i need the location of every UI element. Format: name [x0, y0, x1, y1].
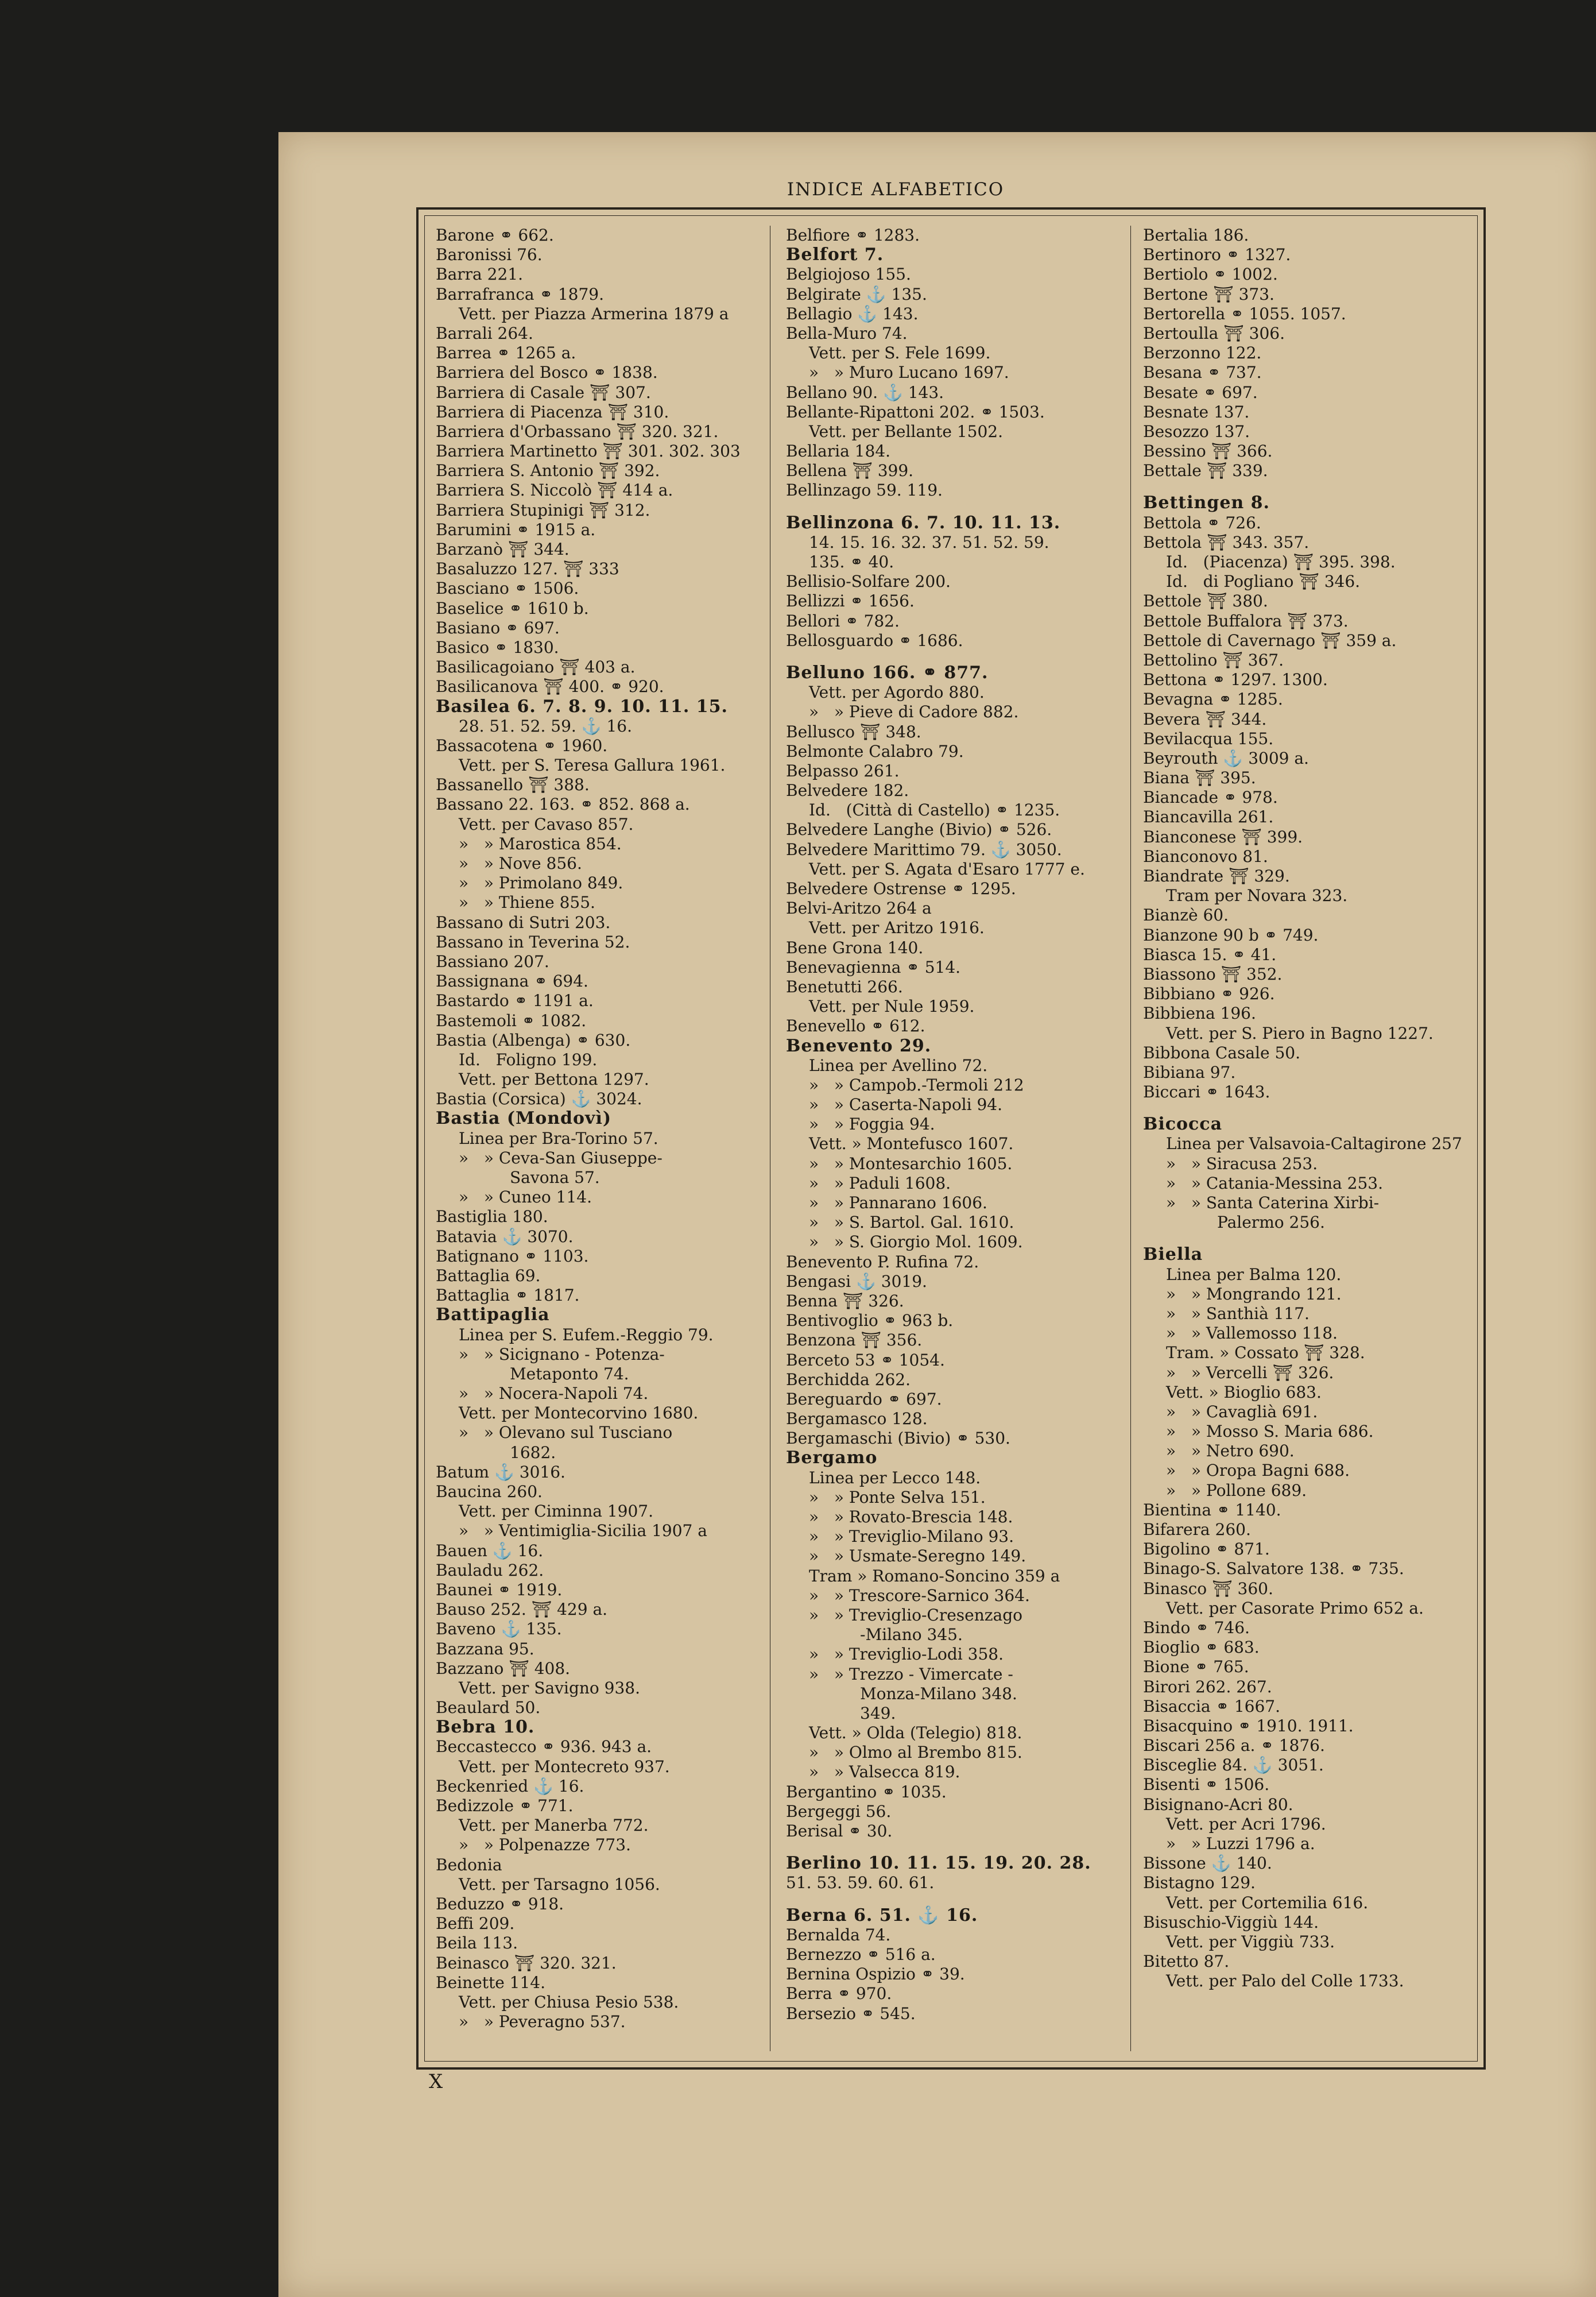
index-entry: Bevagna ⚭ 1285. — [1143, 690, 1283, 709]
index-heading-entry: Bergamo — [786, 1448, 878, 1468]
index-entry: Bibbiena 196. — [1143, 1004, 1256, 1023]
index-heading-entry: Bellinzona 6. 7. 10. 11. 13. — [786, 512, 1061, 533]
index-entry: Bergantino ⚭ 1035. — [786, 1782, 947, 1801]
index-entry: Vett. per S. Agata d'Esaro 1777 e. — [809, 859, 1085, 879]
index-entry: Bellena ⛩ 399. — [786, 461, 914, 481]
index-entry: Belvedere Langhe (Bivio) ⚭ 526. — [786, 820, 1052, 840]
index-entry: Id. Foligno 199. — [459, 1050, 598, 1069]
index-entry: Vett. per Cortemilia 616. — [1166, 1893, 1369, 1912]
index-entry: » » Ponte Selva 151. — [809, 1487, 986, 1507]
index-entry: Beduzzo ⚭ 918. — [436, 1894, 564, 1913]
index-entry: Bettola ⛩ 343. 357. — [1143, 532, 1310, 552]
index-entry: Tram per Novara 323. — [1166, 886, 1348, 906]
index-heading-entry: Belluno 166. ⚭ 877. — [786, 662, 989, 683]
index-entry: Beyrouth ⚓ 3009 a. — [1143, 748, 1309, 768]
index-entry: Binasco ⛩ 360. — [1143, 1579, 1273, 1598]
index-entry: Belmonte Calabro 79. — [786, 741, 964, 761]
index-entry: Besozzo 137. — [1143, 421, 1250, 441]
index-entry: Benevento P. Rufina 72. — [786, 1252, 979, 1271]
index-heading-entry: Bastia (Mondovì) — [436, 1108, 612, 1129]
index-entry: Bisuschio-Viggiù 144. — [1143, 1912, 1319, 1932]
index-entry: Bifarera 260. — [1143, 1520, 1251, 1539]
index-entry: » » Mongrando 121. — [1166, 1284, 1342, 1304]
index-entry: Bientina ⚭ 1140. — [1143, 1500, 1281, 1519]
index-entry: Tram » Romano-Soncino 359 a — [809, 1566, 1060, 1586]
index-entry: Bione ⚭ 765. — [1143, 1657, 1249, 1677]
index-heading-entry: Battipaglia — [436, 1305, 550, 1325]
index-entry: Barriera Martinetto ⛩ 301. 302. 303 — [436, 442, 741, 461]
index-heading-entry: Bicocca — [1143, 1114, 1223, 1135]
index-entry: Bazzano ⛩ 408. — [436, 1658, 571, 1678]
index-entry: » » Nove 856. — [459, 854, 582, 873]
index-entry: Barriera di Casale ⛩ 307. — [436, 382, 651, 402]
index-entry: Bettole Buffalora ⛩ 373. — [1143, 611, 1349, 631]
index-entry: Bastia (Albenga) ⚭ 630. — [436, 1030, 631, 1050]
index-entry: Bianconovo 81. — [1143, 846, 1268, 866]
index-entry: Belgirate ⚓ 135. — [786, 284, 927, 304]
index-entry: Barra 221. — [436, 265, 523, 284]
index-entry: Bauso 252. ⛩ 429 a. — [436, 1600, 608, 1619]
index-entry: Bernina Ospizio ⚭ 39. — [786, 1965, 965, 1984]
index-entry: Bettale ⛩ 339. — [1143, 461, 1268, 481]
index-entry: Bettole di Cavernago ⛩ 359 a. — [1143, 631, 1397, 650]
index-entry: Linea per Lecco 148. — [809, 1468, 981, 1487]
index-entry: Monza-Milano 348. — [809, 1684, 1017, 1703]
index-entry: Bitetto 87. — [1143, 1952, 1230, 1971]
index-entry: Bertone ⛩ 373. — [1143, 284, 1275, 304]
index-entry: » » Oropa Bagni 688. — [1166, 1461, 1350, 1480]
index-entry: » » Treviglio-Lodi 358. — [809, 1645, 1004, 1664]
index-entry: -Milano 345. — [809, 1625, 963, 1645]
index-entry: » » Valsecca 819. — [809, 1762, 960, 1782]
index-entry: Barrafranca ⚭ 1879. — [436, 284, 605, 304]
index-entry: Bevera ⛩ 344. — [1143, 709, 1267, 729]
index-entry: Batignano ⚭ 1103. — [436, 1246, 589, 1266]
index-entry: Bauen ⚓ 16. — [436, 1541, 544, 1560]
index-entry: Biandrate ⛩ 329. — [1143, 867, 1290, 885]
index-entry: Palermo 256. — [1166, 1213, 1325, 1232]
index-entry: Vett. per Aritzo 1916. — [809, 918, 985, 938]
index-entry: Vett. » Bioglio 683. — [1166, 1382, 1322, 1402]
index-entry: Bastia (Corsica) ⚓ 3024. — [436, 1089, 642, 1109]
index-entry: Barriera del Bosco ⚭ 1838. — [436, 363, 658, 382]
index-entry: Basico ⚭ 1830. — [436, 637, 559, 657]
index-entry: Biccari ⚭ 1643. — [1143, 1082, 1270, 1102]
index-heading-entry: Berna 6. 51. ⚓ 16. — [786, 1905, 978, 1925]
index-entry: Bassiano 207. — [436, 952, 549, 971]
index-entry: Biasca 15. ⚭ 41. — [1143, 945, 1277, 964]
index-entry: Basilicanova ⛩ 400. ⚭ 920. — [436, 677, 664, 697]
index-entry: Bastiglia 180. — [436, 1207, 548, 1227]
index-entry: Vett. per Manerba 772. — [459, 1816, 649, 1835]
index-entry: » » Pieve di Cadore 882. — [809, 702, 1019, 722]
index-entry: Berra ⚭ 970. — [786, 1984, 892, 2004]
index-entry: » » Foggia 94. — [809, 1115, 935, 1134]
index-entry: Bassignana ⚭ 694. — [436, 972, 588, 991]
index-entry: Bereguardo ⚭ 697. — [786, 1389, 942, 1409]
index-entry: Bedizzole ⚭ 771. — [436, 1796, 574, 1815]
index-entry: Battaglia 69. — [436, 1266, 541, 1285]
index-entry: » » Vallemosso 118. — [1166, 1324, 1338, 1343]
index-entry: Bergamaschi (Bivio) ⚭ 530. — [786, 1429, 1010, 1448]
index-entry: Biancade ⚭ 978. — [1143, 788, 1278, 807]
index-entry: » » Santa Caterina Xirbi- — [1166, 1193, 1380, 1212]
index-entry: » » Pannarano 1606. — [809, 1193, 987, 1212]
index-entry: Basaluzzo 127. ⛩ 333 — [436, 559, 619, 579]
index-entry: 135. ⚭ 40. — [809, 552, 894, 571]
index-entry: Belvedere Marittimo 79. ⚓ 3050. — [786, 840, 1062, 859]
index-entry: » » Siracusa 253. — [1166, 1154, 1318, 1173]
index-entry: » » Rovato-Brescia 148. — [809, 1507, 1013, 1526]
index-entry: Beila 113. — [436, 1933, 518, 1953]
index-entry: » » Treviglio-Milano 93. — [809, 1527, 1014, 1546]
index-entry: » » Paduli 1608. — [809, 1173, 951, 1193]
index-entry: Barrea ⚭ 1265 a. — [436, 343, 576, 363]
index-entry: Vett. per Piazza Armerina 1879 a — [459, 304, 729, 323]
index-entry: Id. (Piacenza) ⛩ 395. 398. — [1166, 552, 1396, 571]
index-entry: » » Cavaglià 691. — [1166, 1402, 1318, 1421]
index-entry: Bianzone 90 b ⚭ 749. — [1143, 925, 1319, 945]
index-entry: » » Sicignano - Potenza- — [459, 1344, 665, 1364]
index-entry: Berchidda 262. — [786, 1370, 911, 1389]
index-entry: Bassano in Teverina 52. — [436, 932, 630, 952]
index-entry: Bisaccia ⚭ 1667. — [1143, 1696, 1281, 1716]
column-rule — [1130, 226, 1131, 2051]
index-entry: Bibbona Casale 50. — [1143, 1043, 1300, 1062]
index-entry: Baunei ⚭ 1919. — [436, 1580, 563, 1599]
index-entry: » » Usmate-Seregno 149. — [809, 1546, 1026, 1566]
index-entry: Basiano ⚭ 697. — [436, 618, 560, 637]
book-page — [278, 132, 1596, 2297]
index-entry: Bettona ⚭ 1297. 1300. — [1143, 670, 1328, 690]
index-entry: Barone ⚭ 662. — [436, 226, 554, 245]
index-entry: Barumini ⚭ 1915 a. — [436, 520, 596, 539]
index-entry: » » Polpenazze 773. — [459, 1835, 631, 1855]
index-entry: » » Thiene 855. — [459, 893, 595, 912]
index-entry: Vett. » Olda (Telegio) 818. — [809, 1723, 1022, 1743]
index-entry: Beinette 114. — [436, 1973, 546, 1992]
index-entry: Bellori ⚭ 782. — [786, 611, 900, 631]
index-entry: Bassanello ⛩ 388. — [436, 775, 590, 795]
index-entry: Barriera di Piacenza ⛩ 310. — [436, 402, 669, 421]
index-entry: Barriera S. Antonio ⛩ 392. — [436, 461, 660, 481]
index-entry: Bettolino ⛩ 367. — [1143, 650, 1284, 670]
index-entry: » » Marostica 854. — [459, 834, 622, 853]
index-entry: Tram. » Cossato ⛩ 328. — [1166, 1343, 1365, 1363]
index-entry: Batum ⚓ 3016. — [436, 1462, 565, 1482]
index-entry: Bertorella ⚭ 1055. 1057. — [1143, 304, 1346, 323]
index-entry: Bellizzi ⚭ 1656. — [786, 591, 915, 611]
index-entry: Bisenti ⚭ 1506. — [1143, 1775, 1270, 1795]
index-entry: Belvi-Aritzo 264 a — [786, 899, 932, 918]
index-entry: » » Mosso S. Maria 686. — [1166, 1422, 1374, 1441]
index-entry: Bassano di Sutri 203. — [436, 912, 611, 932]
index-entry: Vett. per Agordo 880. — [809, 683, 985, 702]
index-entry: Bessino ⛩ 366. — [1143, 442, 1273, 461]
index-entry: Bassano 22. 163. ⚭ 852. 868 a. — [436, 795, 690, 814]
index-entry: Bellagio ⚓ 143. — [786, 304, 919, 323]
index-entry: Vett. per Chiusa Pesio 538. — [459, 1992, 679, 2012]
index-entry: Bergamasco 128. — [786, 1409, 928, 1429]
index-entry: Bastemoli ⚭ 1082. — [436, 1011, 587, 1030]
index-column-2 — [786, 226, 1125, 2024]
index-entry: Biscari 256 a. ⚭ 1876. — [1143, 1736, 1325, 1755]
index-entry: Bentivoglio ⚭ 963 b. — [786, 1311, 954, 1331]
index-entry: Baronissi 76. — [436, 245, 543, 265]
index-entry: Linea per Valsavoia-Caltagirone 257 — [1166, 1134, 1462, 1154]
index-entry: Bertinoro ⚭ 1327. — [1143, 245, 1291, 265]
index-entry: Benevagienna ⚭ 514. — [786, 957, 961, 977]
index-entry: Beccastecco ⚭ 936. 943 a. — [436, 1737, 652, 1757]
index-entry: Bisacquino ⚭ 1910. 1911. — [1143, 1716, 1354, 1735]
index-entry: » » Nocera-Napoli 74. — [459, 1384, 649, 1403]
index-entry: Bernalda 74. — [786, 1925, 891, 1944]
index-entry: Bianzè 60. — [1143, 906, 1229, 925]
index-entry: Basilicagoiano ⛩ 403 a. — [436, 658, 636, 677]
index-entry: Bioglio ⚭ 683. — [1143, 1638, 1260, 1657]
index-entry: Bazzana 95. — [436, 1639, 534, 1658]
index-entry: Vett. per S. Teresa Gallura 1961. — [459, 756, 726, 775]
index-entry: » » Ceva-San Giuseppe- — [459, 1148, 663, 1167]
index-entry: Benetutti 266. — [786, 977, 903, 996]
index-entry: » » Pollone 689. — [1166, 1480, 1307, 1500]
index-entry: Besate ⚭ 697. — [1143, 382, 1258, 402]
index-entry: Bastardo ⚭ 1191 a. — [436, 991, 594, 1011]
index-entry: Linea per Balma 120. — [1166, 1264, 1342, 1284]
index-entry: » » Montesarchio 1605. — [809, 1154, 1013, 1173]
index-entry: Vett. per Cavaso 857. — [459, 814, 634, 834]
index-entry: Barrali 264. — [436, 323, 533, 343]
index-entry: Bengasi ⚓ 3019. — [786, 1271, 927, 1291]
index-entry: Vett. per Palo del Colle 1733. — [1166, 1971, 1404, 1991]
index-entry: » » Caserta-Napoli 94. — [809, 1095, 1003, 1115]
index-entry: Vett. per Tarsagno 1056. — [459, 1874, 660, 1894]
index-entry: Bertiolo ⚭ 1002. — [1143, 265, 1278, 284]
index-entry: Besana ⚭ 737. — [1143, 363, 1262, 382]
index-entry: Vett. per Savigno 938. — [459, 1678, 641, 1697]
index-entry: Biancavilla 261. — [1143, 807, 1274, 827]
index-entry: Biassono ⛩ 352. — [1143, 964, 1283, 984]
index-entry: Baselice ⚭ 1610 b. — [436, 598, 589, 618]
index-entry: » » Trescore-Sarnico 364. — [809, 1586, 1030, 1605]
index-entry: Bettola ⚭ 726. — [1143, 513, 1261, 532]
index-entry: Beckenried ⚓ 16. — [436, 1776, 584, 1796]
index-entry: Berceto 53 ⚭ 1054. — [786, 1350, 945, 1370]
index-entry: Barriera Stupinigi ⛩ 312. — [436, 500, 650, 520]
index-entry: » » Olmo al Brembo 815. — [809, 1743, 1022, 1762]
index-entry: Vett. per S. Piero in Bagno 1227. — [1166, 1023, 1434, 1043]
index-entry: » » Peveragno 537. — [459, 2012, 626, 2032]
index-entry: Bellisio-Solfare 200. — [786, 572, 951, 591]
index-entry: Benzona ⛩ 356. — [786, 1331, 923, 1350]
index-entry: » » Campob.-Termoli 212 — [809, 1075, 1024, 1095]
index-entry: Bindo ⚭ 746. — [1143, 1618, 1250, 1637]
index-heading-entry: Belfort 7. — [786, 245, 884, 265]
index-entry: 1682. — [459, 1443, 556, 1462]
index-entry: Bassacotena ⚭ 1960. — [436, 736, 608, 755]
index-entry: Id. di Pogliano ⛩ 346. — [1166, 572, 1361, 591]
index-entry: 14. 15. 16. 32. 37. 51. 52. 59. — [809, 532, 1049, 552]
index-entry: Bellano 90. ⚓ 143. — [786, 382, 944, 402]
index-heading-entry: Bebra 10. — [436, 1717, 535, 1738]
index-entry: » » Vercelli ⛩ 326. — [1166, 1363, 1334, 1382]
index-entry: Linea per S. Eufem.-Reggio 79. — [459, 1325, 714, 1344]
index-entry: Belvedere Ostrense ⚭ 1295. — [786, 879, 1016, 898]
index-entry: Bedonia — [436, 1855, 502, 1874]
index-entry: Bisignano-Acri 80. — [1143, 1795, 1293, 1814]
index-entry: Battaglia ⚭ 1817. — [436, 1286, 580, 1305]
index-entry: Bella-Muro 74. — [786, 323, 908, 343]
index-entry: Binago-S. Salvatore 138. ⚭ 735. — [1143, 1559, 1404, 1579]
index-entry: Bene Grona 140. — [786, 938, 924, 957]
index-entry: Bertoulla ⛩ 306. — [1143, 323, 1285, 343]
index-entry: Beinasco ⛩ 320. 321. — [436, 1953, 617, 1973]
index-heading-entry: Biella — [1143, 1244, 1203, 1265]
index-entry: Berisal ⚭ 30. — [786, 1822, 893, 1840]
index-entry: Batavia ⚓ 3070. — [436, 1227, 574, 1246]
index-entry: Id. (Città di Castello) ⚭ 1235. — [809, 801, 1060, 820]
index-entry: Berzonno 122. — [1143, 343, 1262, 363]
index-entry: » » S. Bartol. Gal. 1610. — [809, 1213, 1014, 1232]
index-entry: Bissone ⚓ 140. — [1143, 1854, 1272, 1873]
index-entry: Belvedere 182. — [786, 781, 909, 801]
index-column-3 — [1143, 226, 1476, 1991]
index-entry: Bellante-Ripattoni 202. ⚭ 1503. — [786, 402, 1045, 421]
index-entry: Bigolino ⚭ 871. — [1143, 1540, 1270, 1559]
index-entry: Bersezio ⚭ 545. — [786, 2004, 916, 2023]
index-entry: Bergeggi 56. — [786, 1801, 892, 1821]
index-entry: Bellosguardo ⚭ 1686. — [786, 631, 963, 650]
index-entry: Vett. per Nule 1959. — [809, 997, 975, 1016]
index-entry: Vett. per Montecreto 937. — [459, 1757, 670, 1776]
index-entry: Metaponto 74. — [459, 1364, 629, 1383]
index-entry: Bianconese ⛩ 399. — [1143, 827, 1303, 846]
index-entry: » » Ventimiglia-Sicilia 1907 a — [459, 1521, 707, 1541]
index-heading-entry: Berlino 10. 11. 15. 19. 20. 28. — [786, 1853, 1091, 1874]
index-entry: Bettole ⛩ 380. — [1143, 591, 1268, 611]
index-entry: Basciano ⚭ 1506. — [436, 579, 579, 598]
index-entry: Belpasso 261. — [786, 761, 900, 780]
index-entry: Beffi 209. — [436, 1914, 515, 1933]
index-entry: Vett. per Viggiù 733. — [1166, 1932, 1335, 1951]
page-header: INDICE ALFABETICO — [787, 179, 1005, 200]
index-entry: Linea per Avellino 72. — [809, 1055, 988, 1075]
index-entry: Barriera S. Niccolò ⛩ 414 a. — [436, 481, 673, 500]
index-entry: Vett. » Montefusco 1607. — [809, 1134, 1014, 1154]
index-entry: » » Cuneo 114. — [459, 1188, 592, 1207]
index-entry: 349. — [809, 1703, 896, 1723]
index-entry: Birori 262. 267. — [1143, 1677, 1272, 1696]
index-entry: » » Muro Lucano 1697. — [809, 363, 1009, 382]
index-column-1 — [436, 226, 766, 2032]
page-folio: X — [429, 2070, 443, 2093]
index-entry: Beaulard 50. — [436, 1698, 541, 1718]
index-entry: Vett. per Bellante 1502. — [809, 421, 1003, 441]
index-entry: Bauladu 262. — [436, 1560, 544, 1580]
index-entry: Vett. per Acri 1796. — [1166, 1814, 1326, 1834]
index-entry: Baucina 260. — [436, 1482, 543, 1501]
index-entry: Baveno ⚓ 135. — [436, 1619, 562, 1639]
index-entry: Bibiana 97. — [1143, 1062, 1236, 1082]
index-entry: Belfiore ⚭ 1283. — [786, 226, 920, 245]
index-entry: » » Netro 690. — [1166, 1441, 1295, 1461]
index-heading-entry: Benevento 29. — [786, 1035, 932, 1056]
index-entry: » » Luzzi 1796 a. — [1166, 1834, 1315, 1853]
index-heading-entry: Basilea 6. 7. 8. 9. 10. 11. 15. — [436, 696, 728, 717]
index-entry: Bevilacqua 155. — [1143, 729, 1274, 748]
index-entry: Linea per Bra-Torino 57. — [459, 1128, 658, 1148]
index-entry: Bernezzo ⚭ 516 a. — [786, 1944, 936, 1964]
index-entry: Vett. per S. Fele 1699. — [809, 343, 991, 363]
index-entry: Barzanò ⛩ 344. — [436, 540, 570, 559]
index-entry: Bellusco ⛩ 348. — [786, 722, 921, 741]
index-entry: Barriera d'Orbassano ⛩ 320. 321. — [436, 421, 719, 441]
index-heading-entry: Bettingen 8. — [1143, 493, 1270, 513]
index-entry: Benevello ⚭ 612. — [786, 1016, 925, 1036]
index-entry: Savona 57. — [459, 1168, 600, 1187]
index-entry: Belgiojoso 155. — [786, 265, 911, 284]
index-entry: » » Trezzo - Vimercate - — [809, 1664, 1013, 1684]
index-entry: » » Catania-Messina 253. — [1166, 1173, 1383, 1193]
index-entry: » » Olevano sul Tusciano — [459, 1423, 673, 1443]
index-entry: Biana ⛩ 395. — [1143, 768, 1256, 788]
index-entry: » » Santhià 117. — [1166, 1304, 1310, 1323]
index-entry: 51. 53. 59. 60. 61. — [786, 1873, 935, 1893]
index-entry: » » Primolano 849. — [459, 873, 623, 893]
index-entry: Besnate 137. — [1143, 402, 1250, 421]
index-entry: Vett. per Bettona 1297. — [459, 1070, 649, 1089]
index-entry: Bistagno 129. — [1143, 1873, 1256, 1893]
index-entry: Vett. per Montecorvino 1680. — [459, 1403, 699, 1423]
index-entry: » » S. Giorgio Mol. 1609. — [809, 1232, 1023, 1252]
index-entry: » » Treviglio-Cresenzago — [809, 1605, 1022, 1625]
index-entry: Benna ⛩ 326. — [786, 1291, 904, 1310]
index-entry: Bertalia 186. — [1143, 226, 1249, 245]
index-entry: Bellaria 184. — [786, 442, 891, 461]
index-entry: Bibbiano ⚭ 926. — [1143, 984, 1275, 1004]
index-frame — [416, 207, 1486, 2070]
index-entry: Bellinzago 59. 119. — [786, 481, 943, 500]
index-entry: 28. 51. 52. 59. ⚓ 16. — [459, 716, 633, 736]
index-entry: Vett. per Ciminna 1907. — [459, 1502, 654, 1521]
index-entry: Vett. per Casorate Primo 652 a. — [1166, 1598, 1424, 1618]
index-entry: Bisceglie 84. ⚓ 3051. — [1143, 1755, 1324, 1775]
